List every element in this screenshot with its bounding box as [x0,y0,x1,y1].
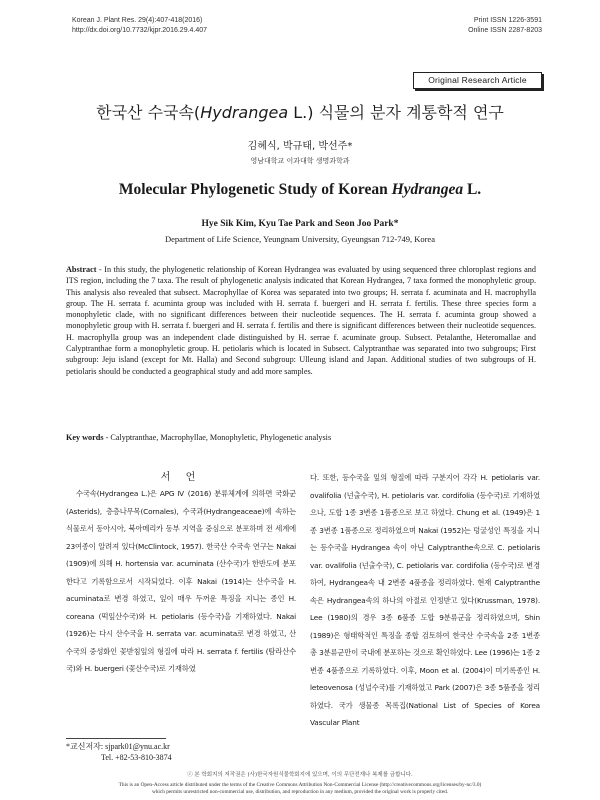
copyright-notice: ⓒ 본 학회지의 저작권은 (사)한국자원식물학회지에 있으며, 이의 무단전재나 복제를 금합니다. [187,772,413,778]
intro-paragraph-left: 수국속(Hydrangea L.)은 APG Ⅳ (2016) 분류체계에 의하면 국화군(Asterids), 층층나무목(Cornales), 수국과(Hydrangeaceae)에 속하는 식물로서 동아시아, 북아메리카 동부 지역을 중심으로 분포하며 전 세계에 23여종이 알려져 있다(McClintock, 1957). 한국산 수국속 연구는 Nakai (1909)에 의해 H. hortensia var. acuminata (산수국)가 한반도에 분포한다고 기록함으로서 시작되었다. 이후 Nakai (1914)는 산수국을 H. acuminata로 변경 하였고, 잎이 매우 두꺼운 특징을 지니는 종인 H. coreana (떡잎산수국)와 H. petiolaris (등수국)을 기재하였다. Nakai (1926)는 다시 산수국을 H. serrata var. acuminata로 변경 하였고, 산수국의 중성화인 꽃받침잎의 형질에 따라 H. serrata f. fertilis (탐라산수국)와 H. buergeri (꽃산수국)로 기재하였 [66,489,296,673]
korean-authors: 김혜식, 박규태, 박선주* [247,141,353,152]
keywords [66,432,536,443]
issn-header [468,16,542,35]
footnote-divider [66,738,166,739]
journal-header [72,16,207,35]
english-title-suffix: L. [463,181,482,198]
english-affiliation: Department of Life Science, Yeungnam University, Gyeungsan 712-749, Korea [165,234,435,244]
korean-title-suffix: L.) 식물의 분자 계통학적 연구 [288,103,504,122]
online-issn: Online ISSN 2287-8203 [468,26,542,34]
section-heading-introduction: 서 언 [160,472,202,483]
english-authors: Hye Sik Kim, Kyu Tae Park and Seon Joo Park* [201,219,399,229]
corresponding-author-footnote [66,741,172,763]
corresponding-email[interactable]: *교신저자: sjpark01@ynu.ac.kr [66,742,170,751]
korean-title-genus: Hydrangea [200,103,289,122]
body-column-right [310,469,540,732]
abstract [66,264,536,377]
keywords-label: Key words [66,433,104,442]
english-title-prefix: Molecular Phylogenetic Study of Korean [118,181,392,198]
license-footer [0,782,600,796]
corresponding-phone: Tel. +82-53-810-3874 [101,753,172,762]
korean-title [0,100,600,123]
english-title-genus: Hydrangea [391,181,464,198]
keywords-text: - Calyptranthae, Macrophyllae, Monophyletic, Phylogenetic analysis [105,433,332,442]
body-column-left [66,485,296,678]
abstract-text: - In this study, the phylogenetic relationship of Korean Hydrangea was evaluated by using sequenced three chloroplast regions and ITS region, including the 7 taxa. The result of phylogenetic analysis indicated that Korean Hydrangea, 7 taxa formed the monophyletic group. This analysis also revealed that subsect. Macrophyllae of Korea was separated into two groups; H. serrata f. acuminata and H. macrophylla group. The H. serrata f. acuminta group was included with H. serrata f. buergeri and H. serrata f. fertilis. These three species form a monophyletic clade, with no significant differences between their nucleotide sequences. The H. serrata f. acuminta group showed a monophyletic group with H. serrata f. buergeri and H. serrata f. fertilis and there is significant differences between their nucleotide sequences. H. macrophylla group was an independent clade distinguished by H. serrae f. acuminate group. Subsect. Petalanthe, Heteromallae and Calyptranthae form a monophyletic group. H. petiolaris which is located in Subsect. Calyptranthae was separated into two subgroups; First subgroup: Jeju island (except for Mt. Halla) and Second subgroup: Ulleung island and Japan. Additional studies of two subgroups of H. petiolaris should be conducted a geographical study and add more samples. [66,265,536,376]
journal-citation: Korean J. Plant Res. 29(4):407-418(2016) [72,17,203,24]
english-title [0,181,600,199]
print-issn: Print ISSN 1226-3591 [473,17,542,24]
intro-paragraph-right: 다. 또한, 등수국을 잎의 형질에 따라 구분지어 각각 H. petiolaris var. ovalifolia (넌출수국), H. petiolaris var. cordifolia (등수국)로 기재하였으나, 도합 1종 3변종 1품종으로 보고 하였다. Chung et al. (1949)은 1종 3변종 1품종으로 정리하였으며 Nakai (1952)는 덩굴성인 특징을 지니는 등수국을 Hydrangea 속이 아닌 Calyptranthe속으로 C. petiolaris var. ovalifolia (넌출수국), C. petiolaris var. cordifolia (등수국)로 변경하여, Hydrangea속 내 2변종 4품종을 정리하였다. 현재 Calyptranthe 속은 Hydrangea속의 하나의 아절로 인정받고 있다(Krussman, 1978). Lee (1980)의 경우 3종 6품종 도합 9분류군을 정리하였으며, Shin (1989)은 형태학적인 특징을 종합 검토하여 한국산 수국속을 2종 1변종 총 3분류군만이 국내에 분포하는 것으로 확인하였다. Lee (1996)는 1종 2변종 4품종으로 기록하였다. 이후, Moon et al. (2004)이 미기록종인 H. leteovenosa (성널수국)를 기재하였고 Park (2007)은 3종 5품종을 정리하였다. 국가 생물종 목록집(National List of Species of Korea Vascular Plant [310,473,540,727]
license-line-1: This is an Open-Access article distributed under the terms of the Creative Commons Attribution Non-Commercial License (http://creativecommons.org/licenses/by-nc/3.0) [118,782,482,788]
license-line-2: which permits unrestricted non-commercial use, distribution, and reproduction in any medium, provided the original work is properly cited. [151,789,449,795]
article-type-badge: Original Research Article [413,72,542,89]
korean-affiliation: 영남대학교 이과대학 생명과학과 [250,157,350,165]
doi-link[interactable]: http://dx.doi.org/10.7732/kjpr.2016.29.4.407 [72,26,208,34]
abstract-label: Abstract [66,265,97,274]
korean-title-prefix: 한국산 수국속( [96,103,201,122]
